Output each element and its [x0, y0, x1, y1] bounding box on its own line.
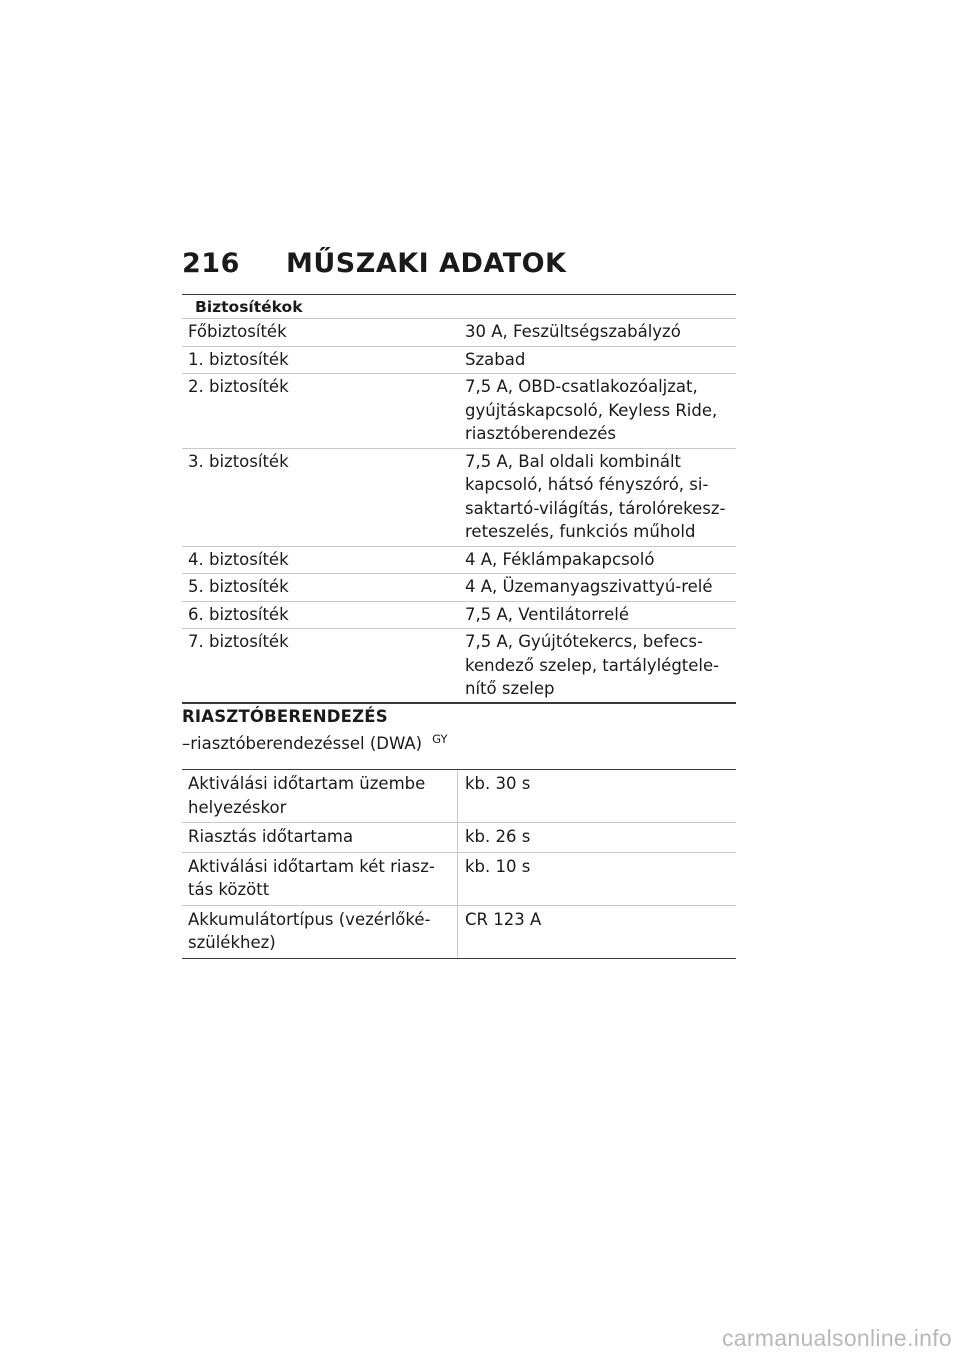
fuse-value: 7,5 A, Gyújtótekercs, befecs-kendező szelep, tartálylégtele-nítő szelep [465, 632, 720, 698]
table-row [182, 602, 736, 630]
fuses-table [182, 294, 736, 704]
table-row [182, 629, 736, 704]
fuse-value: 7,5 A, OBD-csatlakozóaljzat, gyújtáskapcsoló, Keyless Ride, riasztóberendezés [465, 377, 718, 443]
alarm-label: Riasztás időtartama [182, 823, 458, 852]
alarm-value: kb. 26 s [465, 827, 531, 846]
table-row [182, 319, 736, 347]
table-row [182, 547, 736, 575]
alarm-value: CR 123 A [465, 909, 542, 929]
table-row [182, 770, 736, 823]
alarm-label: Aktiválási időtartam két riasz-tás között [182, 853, 458, 905]
fuse-label: 1. biztosíték [188, 349, 289, 369]
table-row [182, 449, 736, 547]
fuse-label: 2. biztosíték [188, 377, 289, 396]
fuse-value: 7,5 A, Bal oldali kombinált kapcsoló, hátsó fényszóró, si-saktartó-világítás, tárolórekesz-reteszelés, funkciós műhold [465, 451, 726, 541]
fuse-value: 30 A, Feszültségszabályzó [465, 322, 681, 341]
alarm-table [182, 769, 736, 959]
page-number: 216 [182, 247, 240, 279]
fuse-label: 7. biztosíték [188, 632, 289, 651]
chapter-title: MŰSZAKI ADATOK [286, 247, 567, 279]
fuse-value: Szabad [465, 349, 526, 369]
table-row [182, 906, 736, 959]
watermark: carmanualsonline.info [721, 1325, 952, 1351]
section-subtitle [182, 734, 447, 753]
section-subtitle-text: –riasztóberendezéssel (DWA) [182, 734, 423, 753]
fuses-table-heading: Biztosítékok [182, 294, 736, 319]
section-title: RIASZTÓBERENDEZÉS [182, 707, 388, 726]
fuse-label: 3. biztosíték [188, 451, 289, 471]
fuse-label: 6. biztosíték [188, 604, 289, 624]
fuse-value: 4 A, Üzemanyagszivattyú-relé [465, 577, 713, 596]
table-row [182, 853, 736, 906]
country-superscript: GY [432, 732, 448, 746]
table-row [182, 823, 736, 853]
table-row [182, 574, 736, 602]
fuse-label: 5. biztosíték [188, 577, 289, 596]
alarm-label: Aktiválási időtartam üzembe helyezéskor [182, 770, 458, 822]
fuse-label: 4. biztosíték [188, 549, 289, 569]
table-row [182, 347, 736, 375]
alarm-value: kb. 10 s [465, 856, 531, 876]
fuse-value: 7,5 A, Ventilátorrelé [465, 604, 629, 624]
section-divider [182, 702, 736, 704]
alarm-label: Akkumulátortípus (vezérlőké-szülékhez) [182, 906, 458, 958]
fuse-label: Főbiztosíték [188, 322, 287, 341]
fuse-value: 4 A, Féklámpakapcsoló [465, 549, 655, 569]
page-header [182, 243, 566, 283]
table-row [182, 374, 736, 449]
alarm-value: kb. 30 s [465, 774, 531, 793]
